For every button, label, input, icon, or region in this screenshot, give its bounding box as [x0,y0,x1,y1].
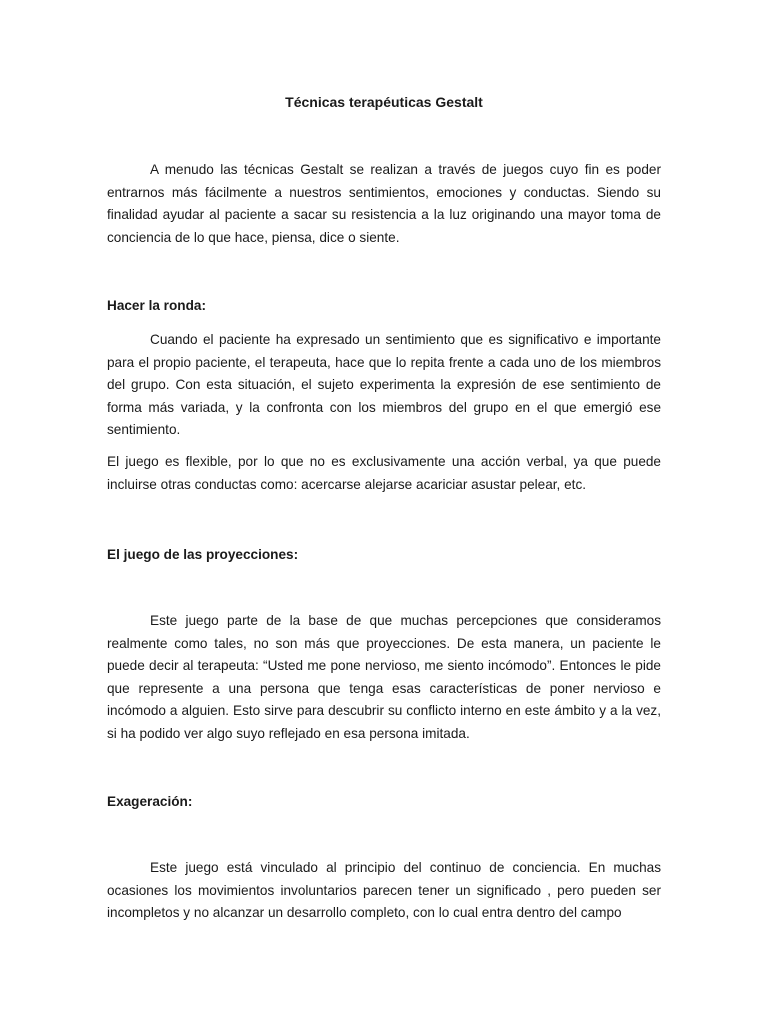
section-heading-proyecciones: El juego de las proyecciones: [107,547,299,562]
paragraph-hacer-la-ronda-2: El juego es flexible, por lo que no es exclusivamente una acción verbal, ya que puede incluirse otras conductas como: acercarse alejarse acariciar asustar pelear, etc. [107,454,661,492]
document-title: Técnicas terapéuticas Gestalt [285,94,483,110]
paragraph-proyecciones-1: Este juego parte de la base de que muchas percepciones que consideramos realmente como tales, no son más que proyecciones. De esta manera, un paciente le puede decir al terapeuta: “Usted me pone nervioso, me siento incómodo”. Entonces le pide que represente a una persona que tenga esas características de poner nervioso e incómodo a alguien. Esto sirve para descubrir su conflicto interno en este ámbito y a la vez, si ha podido ver algo suyo reflejado en esa persona imitada. [107,613,661,741]
section-heading-exageracion: Exageración: [107,794,193,809]
paragraph-hacer-la-ronda-1: Cuando el paciente ha expresado un sentimiento que es significativo e importante para el propio paciente, el terapeuta, hace que lo repita frente a cada uno de los miembros del grupo. Con esta situación, el sujeto experimenta la expresión de ese sentimiento de forma más variada, y la confronta con los miembros del grupo en el que emergió ese sentimiento. [107,332,661,437]
paragraph-exageracion-1: Este juego está vinculado al principio del continuo de conciencia. En muchas ocasiones los movimientos involuntarios parecen tener un significado , pero pueden ser incompletos y no alcanzar un desarrollo completo, con lo cual entra dentro del campo [107,860,661,920]
intro-paragraph: A menudo las técnicas Gestalt se realizan a través de juegos cuyo fin es poder entrarnos más fácilmente a nuestros sentimientos, emociones y conductas. Siendo su finalidad ayudar al paciente a sacar su resistencia a la luz originando una mayor toma de conciencia de lo que hace, piensa, dice o siente. [107,162,661,245]
section-heading-hacer-la-ronda: Hacer la ronda: [107,298,206,313]
